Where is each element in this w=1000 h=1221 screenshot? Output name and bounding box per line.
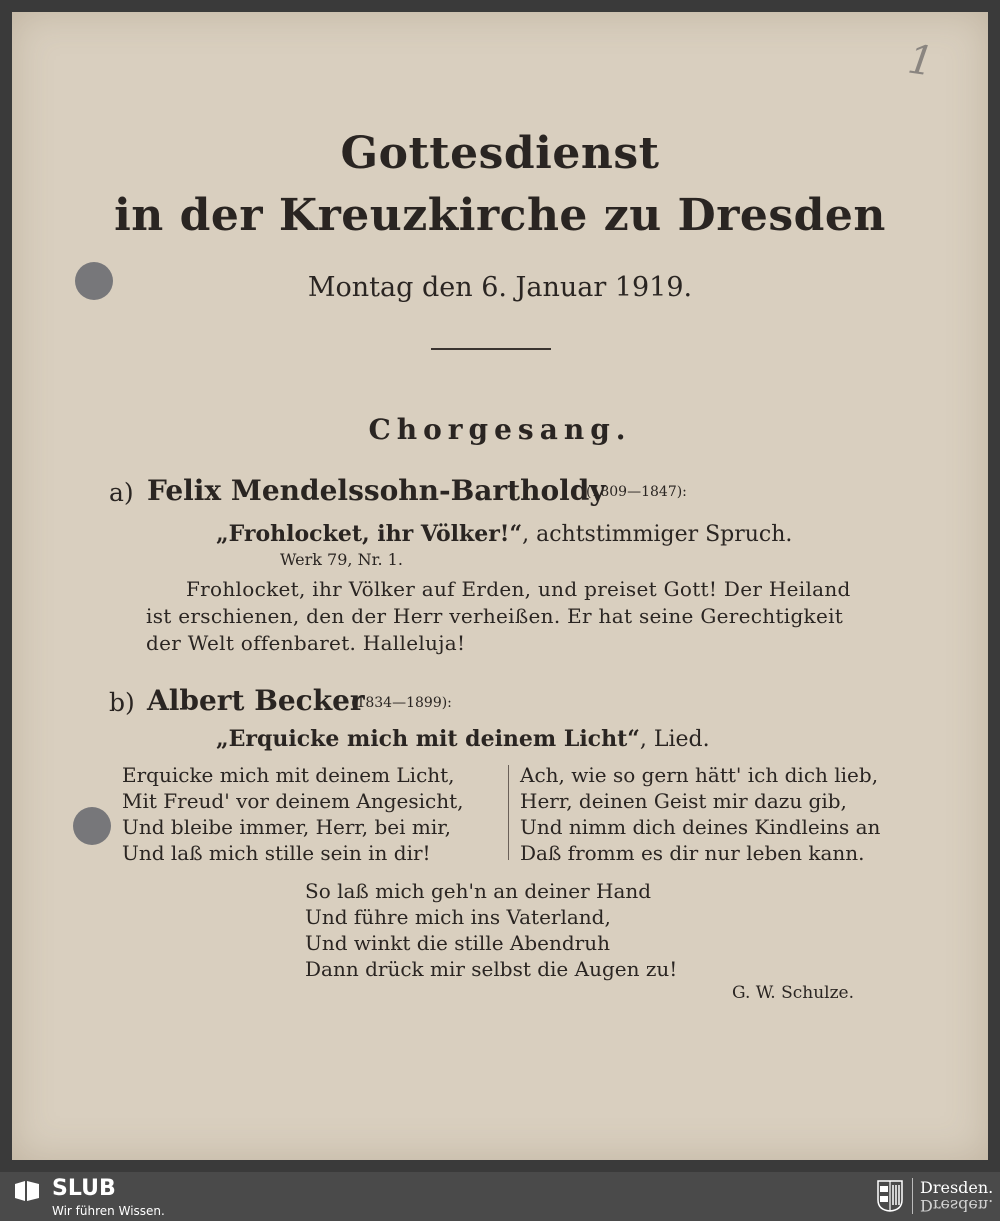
- item-a-text-line: Frohlocket, ihr Völker auf Erden, und preiset Gott! Der Heiland: [186, 577, 851, 601]
- footer-brand[interactable]: SLUB: [52, 1176, 116, 1201]
- item-a-work-desc: , achtstimmiger Spruch.: [522, 522, 793, 547]
- page-number: 1: [904, 36, 937, 86]
- verse-right-line: Herr, deinen Geist mir dazu gib,: [520, 789, 847, 813]
- item-b-work-desc: , Lied.: [639, 727, 710, 752]
- item-a-work-title: „Frohlocket, ihr Völker!“: [216, 521, 523, 547]
- section-heading: Chorgesang.: [368, 413, 632, 446]
- item-a-label: a): [109, 478, 134, 507]
- item-b-composer: Albert Becker: [147, 684, 365, 717]
- verse-final-line: Und führe mich ins Vaterland,: [305, 905, 611, 929]
- item-b-work-title: „Erquicke mich mit deinem Licht“: [216, 726, 640, 752]
- item-a-years: (1809—1847):: [586, 484, 687, 500]
- service-date: Montag den 6. Januar 1919.: [307, 272, 693, 303]
- slub-logo-icon: [14, 1180, 40, 1202]
- item-b-work: [216, 726, 710, 752]
- footer-bar: [0, 1172, 1000, 1221]
- item-a-text-line: ist erschienen, den der Herr verheißen. Er hat seine Gerechtigkeit: [146, 604, 844, 628]
- item-a-opus: Werk 79, Nr. 1.: [280, 550, 403, 569]
- title-line-1: Gottesdienst: [340, 128, 660, 179]
- verse-right-line: Daß fromm es dir nur leben kann.: [520, 841, 865, 865]
- footer-tagline: Wir führen Wissen.: [52, 1204, 165, 1218]
- punch-hole-bottom: [73, 807, 111, 845]
- lyrics-author: G. W. Schulze.: [732, 983, 855, 1003]
- verse-right-line: Ach, wie so gern hätt' ich dich lieb,: [520, 763, 879, 787]
- item-a-composer: Felix Mendelssohn-Bartholdy: [147, 474, 606, 507]
- footer-city[interactable]: Dresden.: [920, 1178, 994, 1197]
- item-a-work: [216, 521, 792, 547]
- verse-final-line: So laß mich geh'n an deiner Hand: [305, 879, 652, 903]
- verse-left-line: Und bleibe immer, Herr, bei mir,: [122, 815, 451, 839]
- verse-final-line: Und winkt die stille Abendruh: [305, 931, 610, 955]
- item-b-years: (1834—1899):: [351, 695, 452, 711]
- verse-left-line: Mit Freud' vor deinem Angesicht,: [122, 789, 464, 813]
- footer-city-mirror: Dresden.: [920, 1196, 994, 1215]
- item-b-label: b): [109, 688, 135, 717]
- verse-left-line: Erquicke mich mit deinem Licht,: [122, 763, 455, 787]
- footer-separator: [912, 1178, 913, 1214]
- verse-right-line: Und nimm dich deines Kindleins an: [520, 815, 881, 839]
- verse-left-line: Und laß mich stille sein in dir!: [122, 841, 431, 865]
- coat-of-arms-icon: [877, 1180, 903, 1212]
- verse-divider: [508, 765, 509, 860]
- title-line-2: in der Kreuzkirche zu Dresden: [114, 190, 886, 241]
- divider-rule: [431, 348, 551, 350]
- item-a-text-line: der Welt offenbaret. Halleluja!: [146, 631, 466, 655]
- verse-final-line: Dann drück mir selbst die Augen zu!: [305, 957, 678, 981]
